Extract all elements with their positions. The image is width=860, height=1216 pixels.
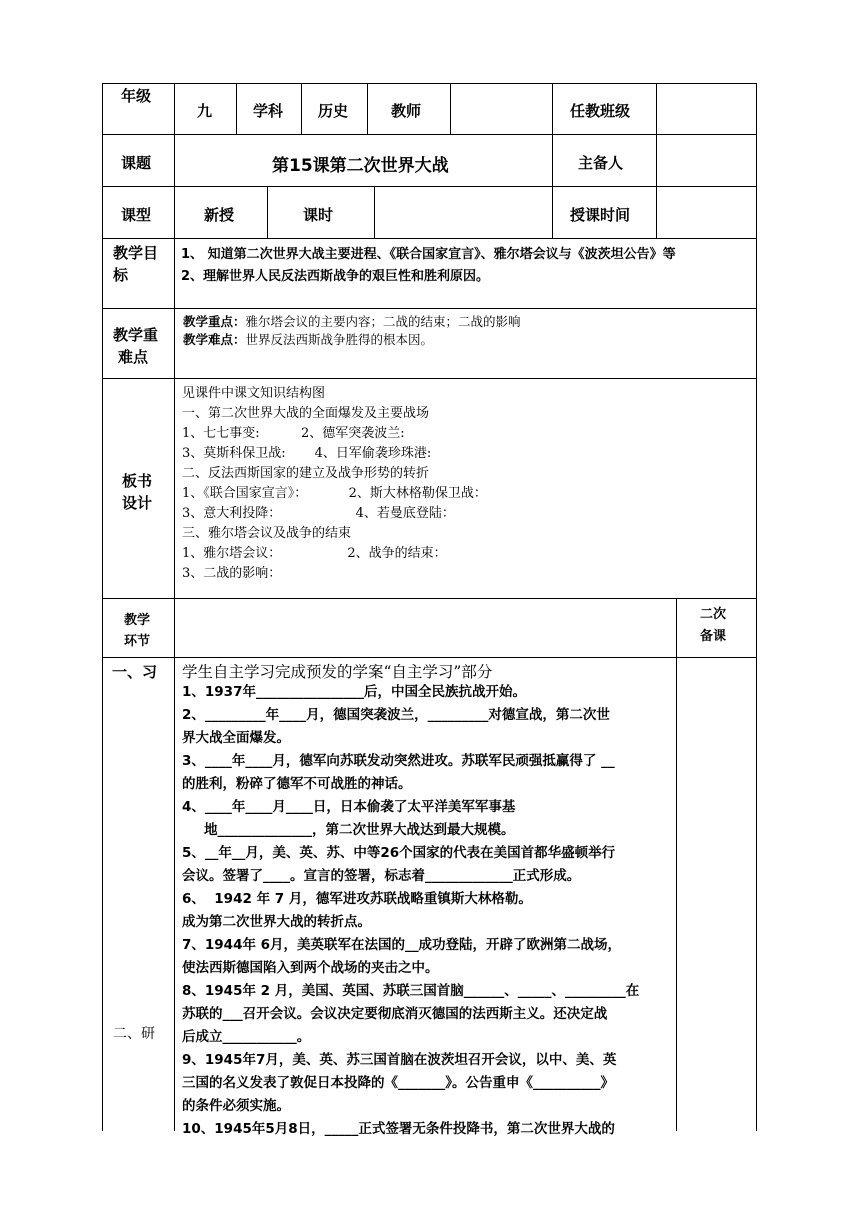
question-6a: 6、 1942 年 7 月，德军进攻苏联战略重镇斯大林格勒。 [182, 891, 532, 907]
row-line [102, 238, 757, 239]
time-label: 授课时间 [570, 206, 631, 224]
question-2a: 2、_________年____月，德国突袭波兰，_________对德宣战，第二次世 [182, 707, 610, 723]
board-label: 板书 [122, 472, 153, 490]
board-label-2: 设计 [122, 494, 153, 512]
question-list [182, 681, 672, 1141]
second-prep-label-2: 备课 [700, 629, 727, 644]
key-point-line [183, 312, 521, 330]
col-line [656, 83, 657, 238]
question-9b: 三国的名义发表了敦促日本投降的《_______》。公告重申《__________》 [182, 1075, 614, 1091]
question-3a: 3、____年____月，德军向苏联发动突然进攻。苏联军民顽强抵赢得了 __ [182, 753, 615, 769]
question-1: 1、1937年________________后，中国全民族抗战开始。 [182, 684, 526, 700]
topic-label: 课题 [121, 154, 152, 172]
col-line [450, 83, 451, 134]
question-7a: 7、1944年 6月，美英联军在法国的__成功登陆，开辟了欧洲第二战场， [182, 937, 622, 953]
question-9c: 的条件必须实施。 [182, 1098, 290, 1114]
col-line [367, 83, 368, 134]
table-border-right [756, 83, 757, 1131]
question-8c: 后成立___________。 [182, 1029, 311, 1045]
col-line [374, 186, 375, 238]
question-10: 10、1945年5月8日，_____正式签署无条件投降书，第二次世界大战的 [182, 1121, 615, 1137]
section-2-label: 二、研 [113, 1026, 155, 1042]
class-label: 任教班级 [570, 102, 631, 120]
grade-label: 年级 [121, 87, 152, 105]
board-line: 3、二战的影响： [182, 566, 282, 581]
col-line [267, 186, 268, 238]
board-line: 二、反法西斯国家的建立及战争形势的转折 [182, 466, 430, 481]
board-line: 1、《联合国家宣言》： 2、斯大林格勒保卫战： [182, 486, 487, 501]
col-line [552, 83, 553, 238]
board-line: 见课件中课文知识结构图 [182, 386, 326, 401]
board-line: 三、雅尔塔会议及战争的结束 [182, 526, 352, 541]
teacher-label: 教师 [391, 102, 422, 120]
question-4b: 地______________，第二次世界大战达到最大规模。 [204, 822, 515, 838]
topic-value: 第15课第二次世界大战 [272, 156, 449, 176]
board-line: 1、雅尔塔会议： 2、战争的结束： [182, 546, 447, 561]
keypoints-label: 教学重 [113, 326, 159, 344]
objectives-label: 教学目 [113, 244, 159, 262]
board-line: 1、七七事变: 2、德军突袭波兰: [182, 426, 405, 441]
difficulty-text: 世界反法西斯战争胜得的根本因。 [245, 332, 434, 347]
row-line [102, 598, 757, 599]
section-1-label: 一、习 [112, 663, 158, 681]
col-line [301, 83, 302, 134]
col-line [174, 83, 175, 1131]
table-border-left [102, 83, 103, 1131]
question-2b: 界大战全面爆发。 [182, 730, 290, 746]
question-5a: 5、__年__月，美、英、苏、中等26个国家的代表在美国首都华盛顿举行 [182, 845, 616, 861]
steps-label-2: 环节 [124, 634, 151, 649]
key-point-text: 雅尔塔会议的主要内容；二战的结束；二战的影响 [245, 314, 521, 329]
board-line: 3、意大利投降： 4、若曼底登陆： [182, 506, 455, 521]
keypoints-label-2: 难点 [118, 348, 149, 366]
row-line [102, 657, 757, 658]
question-9a: 9、1945年7月，美、英、苏三国首脑在波茨坦召开会议，以中、美、英 [182, 1052, 617, 1068]
steps-label: 教学 [124, 613, 151, 628]
board-line: 3、莫斯科保卫战: 4、日军偷袭珍珠港: [182, 446, 432, 461]
second-prep-label: 二次 [700, 607, 727, 622]
question-5b: 会议。签署了____。宣言的签署，标志着_____________正式形成。 [182, 868, 581, 884]
period-label: 课时 [303, 206, 334, 224]
question-6b: 成为第二次世界大战的转折点。 [182, 914, 371, 930]
col-line [676, 598, 677, 1131]
subject-label: 学科 [253, 102, 284, 120]
type-label: 课型 [121, 206, 152, 224]
col-line [236, 83, 237, 134]
preparer-label: 主备人 [578, 154, 624, 172]
question-3b: 的胜利，粉碎了德军不可战胜的神话。 [182, 776, 412, 792]
row-line [102, 186, 757, 187]
row-line [102, 378, 757, 379]
key-point-label: 教学重点： [183, 314, 246, 329]
objective-line-2: 2、理解世界人民反法西斯战争的艰巨性和胜利原因。 [181, 269, 490, 284]
board-line: 一、第二次世界大战的全面爆发及主要战场 [182, 406, 430, 421]
objective-line-1: 1、 知道第二次世界大战主要进程、《联合国家宣言》、雅尔塔会议与《波茨坦公告》等 [181, 247, 676, 262]
difficulty-label: 教学难点： [183, 332, 246, 347]
question-8b: 苏联的___召开会议。会议决定要彻底消灭德国的法西斯主义。还决定战 [182, 1006, 608, 1022]
type-value: 新授 [204, 206, 235, 224]
section-intro: 学生自主学习完成预发的学案“自主学习”部分 [182, 663, 493, 681]
grade-value: 九 [197, 102, 213, 120]
row-line [102, 134, 757, 135]
question-4a: 4、____年____月____日，日本偷袭了太平洋美军军事基 [182, 799, 516, 815]
question-8a: 8、1945年 2 月，美国、英国、苏联三国首脑______、_____、_________在 [182, 983, 640, 999]
subject-value: 历史 [318, 102, 349, 120]
difficulty-line [183, 330, 433, 348]
question-7b: 使法西斯德国陷入到两个战场的夹击之中。 [182, 960, 439, 976]
objectives-label-2: 标 [113, 266, 129, 284]
row-line [102, 83, 757, 84]
row-line [102, 308, 757, 309]
